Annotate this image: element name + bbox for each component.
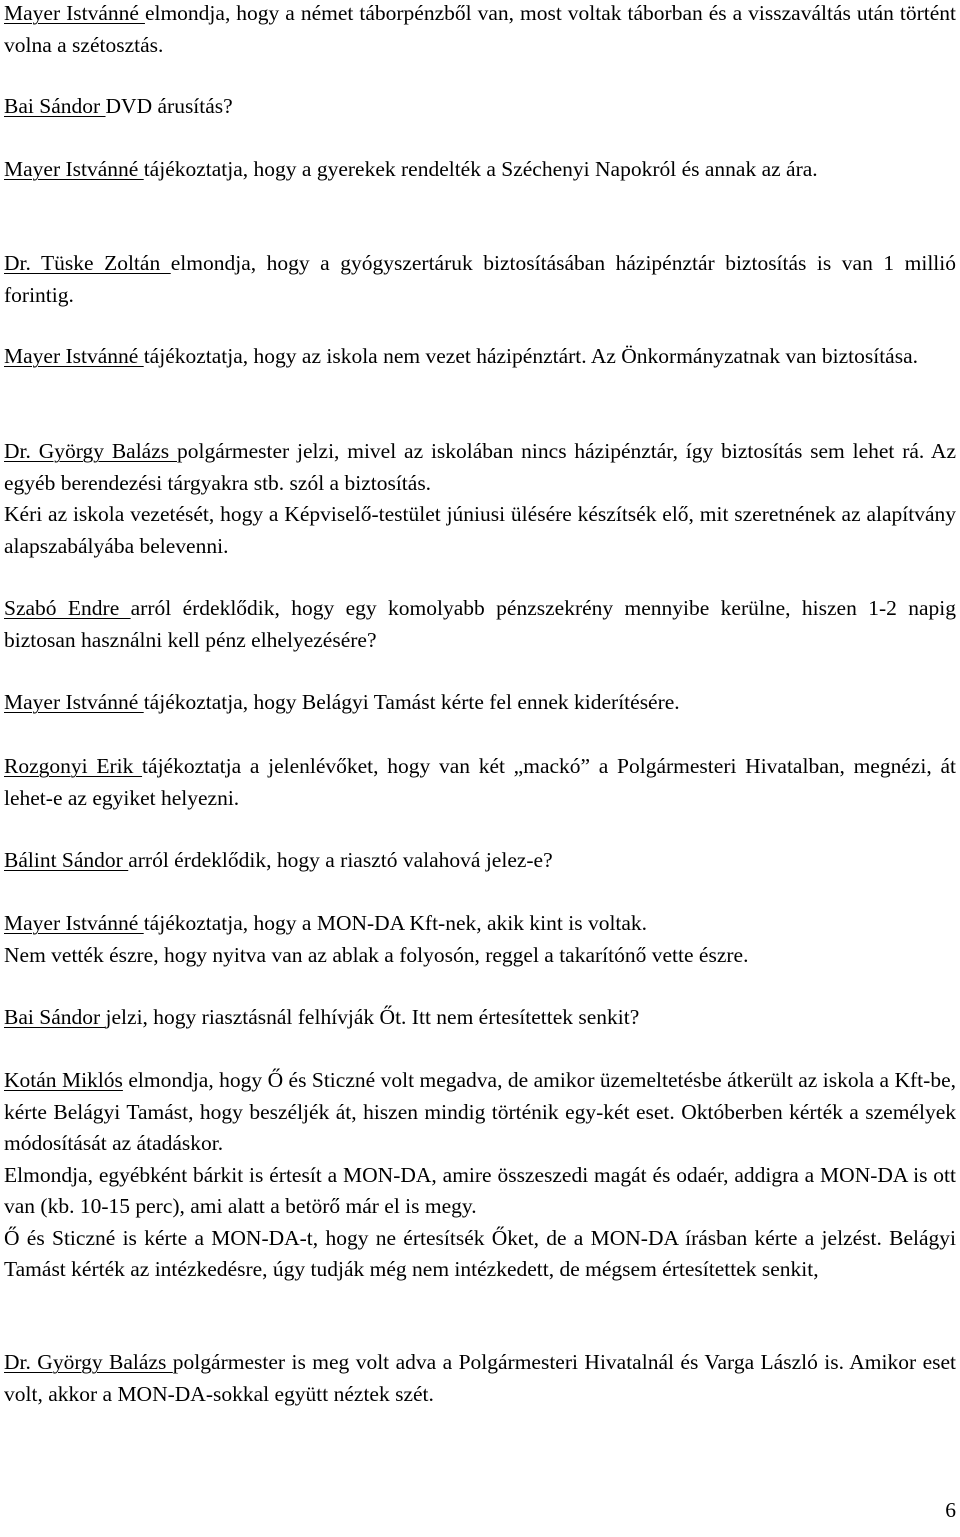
speaker-name: Kotán Miklós <box>4 1068 123 1092</box>
paragraph-text: arról érdeklődik, hogy a riasztó valahová jelez-e? <box>128 848 553 872</box>
paragraph-text: elmondja, hogy a német táborpénzből van, most voltak táborban és a visszaváltás után történt volna a szétosztás. <box>4 1 956 57</box>
paragraph-12 <box>4 1002 956 1034</box>
paragraph-text: tájékoztatja, hogy az iskola nem vezet házipénztárt. Az Önkormányzatnak van biztosítása. <box>143 344 918 368</box>
paragraph-9 <box>4 751 956 814</box>
speaker-name: Mayer Istvánné <box>4 157 144 181</box>
paragraph-text-continued: Kéri az iskola vezetését, hogy a Képviselő-testület júniusi ülésére készítsék elő, mit szeretnének az alapítvány alapszabályába belevenni. <box>4 502 956 558</box>
speaker-name: Bai Sándor <box>4 1005 106 1029</box>
speaker-name: Mayer Istvánné <box>4 911 144 935</box>
paragraph-text: elmondja, hogy a gyógyszertáruk biztosításában házipénztár biztosítás is van 1 millió forintig. <box>4 251 957 307</box>
paragraph-text: elmondja, hogy Ő és Sticzné volt megadva, de amikor üzemeltetésbe átkerült az iskola a Kft-be, kérte Belágyi Tamást, hogy beszéljék át, hiszen mindig történik egy-két eset. Októberben kérték a személyek módosítását az átadáskor. <box>4 1068 956 1155</box>
speaker-name: Dr. György Balázs <box>4 1350 173 1374</box>
paragraph-text-continued: Elmondja, egyébként bárkit is értesít a MON-DA, amire összeszedi magát és odaér, addigra a MON-DA is ott van (kb. 10-15 perc), ami alatt a betörő már el is megy. <box>4 1162 956 1218</box>
paragraph-13 <box>4 1065 956 1286</box>
paragraph-text: tájékoztatja a jelenlévőket, hogy van két „mackó” a Polgármesteri Hivatalban, megnézi, át lehet-e az egyiket helyezni. <box>4 754 957 810</box>
page-number: 6 <box>945 1498 956 1522</box>
paragraph-8 <box>4 687 956 719</box>
paragraph-text: arról érdeklődik, hogy egy komolyabb pénzszekrény mennyibe kerülne, hiszen 1-2 napig biztosan használni kell pénz elhelyezésére? <box>4 596 956 652</box>
paragraph-text: jelzi, hogy riasztásnál felhívják Őt. Itt nem értesítettek senkit? <box>105 1005 640 1029</box>
paragraph-4 <box>4 248 956 311</box>
paragraph-14 <box>4 1347 956 1410</box>
paragraph-text: polgármester is meg volt adva a Polgármesteri Hivatalnál és Varga László is. Amikor eset volt, akkor a MON-DA-sokkal együtt néztek szét. <box>4 1350 956 1406</box>
paragraph-1 <box>4 0 956 61</box>
paragraph-text: tájékoztatja, hogy Belágyi Tamást kérte fel ennek kiderítésére. <box>143 690 680 714</box>
paragraph-6 <box>4 436 956 562</box>
speaker-name: Mayer Istvánné <box>4 690 144 714</box>
paragraph-10 <box>4 845 956 877</box>
speaker-name: Mayer Istvánné <box>4 1 145 25</box>
speaker-name: Dr. Tüske Zoltán <box>4 251 171 275</box>
speaker-name: Dr. György Balázs <box>4 439 177 463</box>
speaker-name: Szabó Endre <box>4 596 131 620</box>
paragraph-text: DVD árusítás? <box>105 94 233 118</box>
paragraph-11 <box>4 908 956 971</box>
paragraph-text: polgármester jelzi, mivel az iskolában nincs házipénztár, így biztosítás sem lehet rá. Az egyéb berendezési tárgyakra stb. szól a biztosítás. <box>4 439 956 495</box>
paragraph-text-continued: Nem vették észre, hogy nyitva van az ablak a folyosón, reggel a takarítónő vette észre. <box>4 942 749 967</box>
paragraph-7 <box>4 593 956 656</box>
speaker-name: Bálint Sándor <box>4 848 129 872</box>
paragraph-3 <box>4 154 956 186</box>
paragraph-5 <box>4 341 956 373</box>
paragraph-2 <box>4 91 956 123</box>
speaker-name: Rozgonyi Erik <box>4 754 143 778</box>
speaker-name: Mayer Istvánné <box>4 344 144 368</box>
paragraph-text-continued-2: Ő és Sticzné is kérte a MON-DA-t, hogy ne értesítsék Őket, de a MON-DA írásban kérte a jelzést. Belágyi Tamást kérték az intézkedésre, úgy tudják még nem intézkedett, de mégsem értesítettek senkit, <box>4 1225 956 1281</box>
speaker-name: Bai Sándor <box>4 94 106 118</box>
paragraph-text: tájékoztatja, hogy a gyerekek rendelték a Széchenyi Napokról és annak az ára. <box>143 157 818 181</box>
paragraph-text: tájékoztatja, hogy a MON-DA Kft-nek, akik kint is voltak. <box>143 911 648 935</box>
